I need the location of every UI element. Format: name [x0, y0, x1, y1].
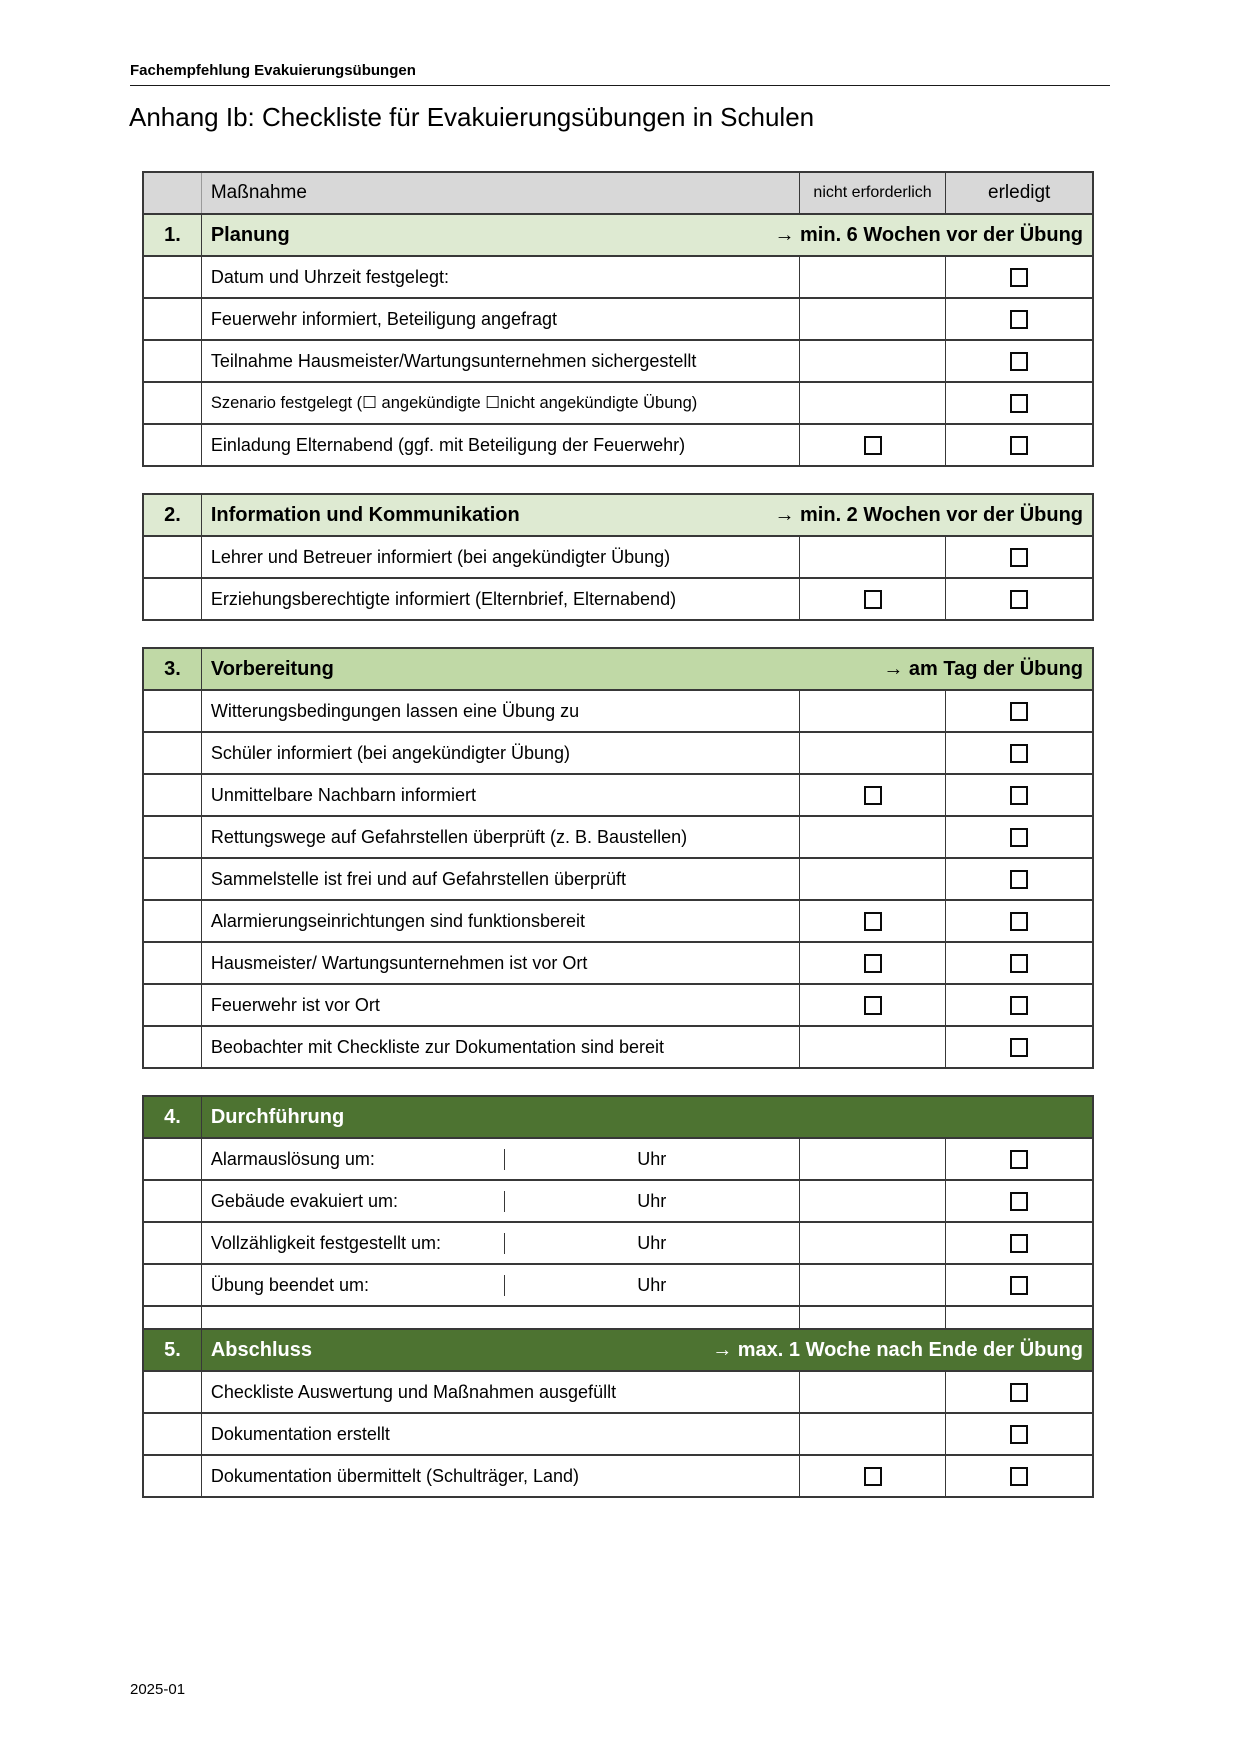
- checklist-table: [142, 1095, 1094, 1498]
- page-footer: 2025-01: [130, 1681, 186, 1698]
- measure-cell: [202, 299, 799, 339]
- measure-text: Übung beendet um:: [210, 1274, 369, 1295]
- done-cell: [945, 341, 1092, 381]
- checklist-row: [144, 297, 1092, 339]
- measure-text: Vollzähligkeit festgestellt um:: [210, 1232, 441, 1253]
- column-header-measure: Maßnahme: [210, 182, 307, 203]
- section-number: 2.: [144, 495, 202, 535]
- done-cell: [945, 425, 1092, 465]
- done-cell: [945, 985, 1092, 1025]
- measure-cell: [202, 1372, 799, 1412]
- row-number-cell: [144, 1265, 202, 1305]
- measure-cell: [202, 257, 799, 297]
- not-required-cell: [799, 537, 946, 577]
- empty-checkbox-icon: [1010, 744, 1028, 763]
- measure-text: Gebäude evakuiert um:: [210, 1190, 398, 1211]
- measure-cell: [202, 985, 799, 1025]
- empty-checkbox-icon: [1010, 786, 1028, 805]
- row-number-cell: [144, 985, 202, 1025]
- empty-checkbox-icon: [864, 590, 882, 609]
- not-required-cell: [799, 1181, 946, 1221]
- measure-text: Dokumentation erstellt: [210, 1423, 390, 1444]
- done-cell: [945, 537, 1092, 577]
- checklist-row: [144, 773, 1092, 815]
- checklist-row: [144, 857, 1092, 899]
- done-cell: [945, 257, 1092, 297]
- measure-text: Beobachter mit Checkliste zur Dokumentation sind bereit: [210, 1036, 665, 1057]
- done-cell: [945, 1372, 1092, 1412]
- checklist-row: [144, 1263, 1092, 1305]
- page-title: Anhang Ib: Checkliste für Evakuierungsübungen in Schulen: [129, 102, 815, 132]
- done-cell: [945, 775, 1092, 815]
- not-required-cell: [799, 1265, 946, 1305]
- row-number-cell: [144, 341, 202, 381]
- column-header-done: erledigt: [945, 173, 1092, 213]
- empty-checkbox-icon: [1010, 1467, 1028, 1486]
- measure-cell: [202, 817, 799, 857]
- row-number-cell: [144, 425, 202, 465]
- not-required-cell: [799, 425, 946, 465]
- column-header-row: [144, 173, 1092, 213]
- section-title: Abschluss: [210, 1338, 312, 1361]
- measure-text: Erziehungsberechtigte informiert (Elternbrief, Elternabend): [210, 588, 677, 609]
- row-number-cell: [144, 775, 202, 815]
- checklist-table: [142, 171, 1094, 467]
- measure-cell: [202, 1456, 799, 1496]
- empty-checkbox-icon: [1010, 1425, 1028, 1444]
- section-header-cell: [202, 495, 1092, 535]
- row-number-cell: [144, 1139, 202, 1179]
- not-required-cell: [799, 901, 946, 941]
- measure-text: Sammelstelle ist frei und auf Gefahrstellen überprüft: [210, 868, 627, 889]
- row-number-cell: [144, 173, 202, 213]
- done-cell: [945, 859, 1092, 899]
- measure-text: Lehrer und Betreuer informiert (bei angekündigter Übung): [210, 546, 671, 567]
- not-required-cell: [799, 1372, 946, 1412]
- done-cell: [945, 943, 1092, 983]
- measure-cell: [202, 1027, 799, 1067]
- section-header-row: [144, 495, 1092, 535]
- section-number: 1.: [144, 215, 202, 255]
- measure-text: Dokumentation übermittelt (Schulträger, Land): [210, 1465, 580, 1486]
- measure-cell: [202, 901, 799, 941]
- section-title: Information und Kommunikation: [210, 503, 520, 526]
- section-header-row: [144, 1097, 1092, 1137]
- row-number-cell: [144, 1223, 202, 1263]
- not-required-cell: [799, 1027, 946, 1067]
- measure-value-text: Uhr: [637, 1274, 667, 1295]
- checklist-row: [144, 339, 1092, 381]
- column-header-not-required: nicht erforderlich: [799, 173, 946, 213]
- checklist-row: [144, 1370, 1092, 1412]
- row-number-cell: [144, 691, 202, 731]
- done-cell: [945, 817, 1092, 857]
- section-title: Planung: [210, 223, 290, 246]
- empty-checkbox-icon: [864, 912, 882, 931]
- empty-checkbox-icon: [1010, 590, 1028, 609]
- checklist-row: [144, 1412, 1092, 1454]
- checklist-row: [144, 689, 1092, 731]
- measure-cell: [202, 733, 799, 773]
- not-required-cell: [799, 383, 946, 423]
- section-title: Durchführung: [210, 1105, 345, 1128]
- empty-checkbox-icon: [864, 1467, 882, 1486]
- measure-text: Datum und Uhrzeit festgelegt:: [210, 266, 449, 287]
- measure-text: Checkliste Auswertung und Maßnahmen ausgefüllt: [210, 1381, 617, 1402]
- checklist-tables: [142, 171, 1094, 1498]
- measure-text: Rettungswege auf Gefahrstellen überprüft (z. B. Baustellen): [210, 826, 688, 847]
- done-cell: [945, 733, 1092, 773]
- section-number: 3.: [144, 649, 202, 689]
- row-number-cell: [144, 1181, 202, 1221]
- measure-cell: [202, 425, 799, 465]
- measure-label-subcell: [202, 1275, 504, 1296]
- measure-text: Alarmierungseinrichtungen sind funktionsbereit: [210, 910, 586, 931]
- done-cell: [945, 1027, 1092, 1067]
- measure-cell: [202, 859, 799, 899]
- section-header-cell: [202, 649, 1092, 689]
- done-cell: [945, 1414, 1092, 1454]
- section-number: 5.: [144, 1330, 202, 1370]
- empty-checkbox-icon: [864, 436, 882, 455]
- not-required-cell: [799, 859, 946, 899]
- row-number-cell: [144, 537, 202, 577]
- empty-checkbox-icon: [1010, 996, 1028, 1015]
- checklist-row: [144, 1025, 1092, 1067]
- measure-cell: [202, 341, 799, 381]
- empty-checkbox-icon: [1010, 394, 1028, 413]
- empty-checkbox-icon: [864, 786, 882, 805]
- not-required-cell: [799, 257, 946, 297]
- row-number-cell: [144, 1307, 202, 1328]
- section-deadline: → max. 1 Woche nach Ende der Übung: [712, 1338, 1083, 1361]
- empty-checkbox-icon: [1010, 1150, 1028, 1169]
- row-number-cell: [144, 1456, 202, 1496]
- not-required-cell: [799, 1307, 946, 1328]
- row-number-cell: [144, 733, 202, 773]
- not-required-cell: [799, 1456, 946, 1496]
- measure-cell: [202, 1414, 799, 1454]
- done-cell: [945, 1181, 1092, 1221]
- checklist-row: [144, 941, 1092, 983]
- not-required-cell: [799, 775, 946, 815]
- measure-text: Schüler informiert (bei angekündigter Übung): [210, 742, 571, 763]
- row-number-cell: [144, 943, 202, 983]
- measure-text: Hausmeister/ Wartungsunternehmen ist vor Ort: [210, 952, 588, 973]
- not-required-cell: [799, 943, 946, 983]
- not-required-cell: [799, 1223, 946, 1263]
- empty-checkbox-icon: [1010, 1383, 1028, 1402]
- not-required-cell: [799, 579, 946, 619]
- checklist-row: [144, 1221, 1092, 1263]
- measure-text: Witterungsbedingungen lassen eine Übung zu: [210, 700, 580, 721]
- not-required-cell: [799, 817, 946, 857]
- measure-cell: [202, 691, 799, 731]
- checklist-row: [144, 1454, 1092, 1496]
- measure-label-subcell: [202, 1149, 504, 1170]
- measure-text: Alarmauslösung um:: [210, 1148, 375, 1169]
- done-cell: [945, 1223, 1092, 1263]
- section-number: 4.: [144, 1097, 202, 1137]
- checklist-row: [144, 1137, 1092, 1179]
- empty-checkbox-icon: [1010, 268, 1028, 287]
- section-header-row: [144, 213, 1092, 255]
- measure-label-subcell: [202, 1233, 504, 1254]
- section-header-row: [144, 1328, 1092, 1370]
- measure-cell: [202, 943, 799, 983]
- empty-checkbox-icon: [1010, 1276, 1028, 1295]
- not-required-cell: [799, 985, 946, 1025]
- checklist-row: [144, 381, 1092, 423]
- measure-value-text: Uhr: [637, 1190, 667, 1211]
- row-number-cell: [144, 257, 202, 297]
- done-cell: [945, 1307, 1092, 1328]
- done-cell: [945, 579, 1092, 619]
- not-required-cell: [799, 299, 946, 339]
- empty-checkbox-icon: [1010, 436, 1028, 455]
- done-cell: [945, 1139, 1092, 1179]
- not-required-cell: [799, 1139, 946, 1179]
- section-header-row: [144, 649, 1092, 689]
- checklist-table: [142, 647, 1094, 1069]
- row-number-cell: [144, 299, 202, 339]
- measure-text: Feuerwehr informiert, Beteiligung angefragt: [210, 308, 558, 329]
- checklist-row: [144, 1305, 1092, 1328]
- measure-cell: [202, 1139, 799, 1179]
- measure-cell: [202, 775, 799, 815]
- empty-checkbox-icon: [1010, 870, 1028, 889]
- row-number-cell: [144, 1372, 202, 1412]
- checklist-row: [144, 1179, 1092, 1221]
- checklist-row: [144, 815, 1092, 857]
- measure-value-subcell: [504, 1149, 799, 1170]
- checklist-row: [144, 255, 1092, 297]
- measure-cell: [202, 1265, 799, 1305]
- measure-cell: [202, 537, 799, 577]
- measure-text: Unmittelbare Nachbarn informiert: [210, 784, 476, 805]
- empty-checkbox-icon: [1010, 310, 1028, 329]
- row-number-cell: [144, 859, 202, 899]
- measure-cell: [202, 1223, 799, 1263]
- measure-text: Szenario festgelegt (☐ angekündigte ☐nicht angekündigte Übung): [210, 394, 698, 412]
- measure-cell: [202, 579, 799, 619]
- section-deadline: → min. 2 Wochen vor der Übung: [774, 503, 1083, 526]
- empty-checkbox-icon: [1010, 1192, 1028, 1211]
- measure-cell: [202, 1181, 799, 1221]
- section-header-cell: [202, 1330, 1092, 1370]
- measure-cell: [202, 383, 799, 423]
- done-cell: [945, 901, 1092, 941]
- measure-value-subcell: [504, 1275, 799, 1296]
- empty-checkbox-icon: [864, 996, 882, 1015]
- checklist-row: [144, 423, 1092, 465]
- measure-text: Feuerwehr ist vor Ort: [210, 994, 380, 1015]
- checklist-row: [144, 731, 1092, 773]
- empty-checkbox-icon: [1010, 1234, 1028, 1253]
- checklist-table: [142, 493, 1094, 621]
- section-deadline: → am Tag der Übung: [883, 657, 1083, 680]
- section-title: Vorbereitung: [210, 657, 334, 680]
- done-cell: [945, 691, 1092, 731]
- measure-value-subcell: [504, 1191, 799, 1212]
- measure-label-subcell: [202, 1191, 504, 1212]
- done-cell: [945, 1265, 1092, 1305]
- empty-checkbox-icon: [1010, 1038, 1028, 1057]
- row-number-cell: [144, 1414, 202, 1454]
- empty-checkbox-icon: [1010, 954, 1028, 973]
- section-header-cell: [202, 1097, 1092, 1137]
- done-cell: [945, 383, 1092, 423]
- not-required-cell: [799, 1414, 946, 1454]
- measure-value-text: Uhr: [637, 1148, 667, 1169]
- not-required-cell: [799, 733, 946, 773]
- section-deadline: → min. 6 Wochen vor der Übung: [774, 223, 1083, 246]
- running-header: Fachempfehlung Evakuierungsübungen: [130, 62, 1110, 86]
- measure-value-subcell: [504, 1233, 799, 1254]
- checklist-row: [144, 535, 1092, 577]
- checklist-row: [144, 983, 1092, 1025]
- checklist-row: [144, 577, 1092, 619]
- row-number-cell: [144, 579, 202, 619]
- empty-checkbox-icon: [1010, 912, 1028, 931]
- measure-label-subcell: [202, 267, 504, 288]
- measure-text: Einladung Elternabend (ggf. mit Beteiligung der Feuerwehr): [210, 434, 686, 455]
- row-number-cell: [144, 817, 202, 857]
- done-cell: [945, 299, 1092, 339]
- empty-checkbox-icon: [1010, 548, 1028, 567]
- done-cell: [945, 1456, 1092, 1496]
- empty-checkbox-icon: [1010, 702, 1028, 721]
- measure-cell: [202, 1307, 799, 1328]
- not-required-cell: [799, 691, 946, 731]
- row-number-cell: [144, 901, 202, 941]
- empty-checkbox-icon: [864, 954, 882, 973]
- empty-checkbox-icon: [1010, 828, 1028, 847]
- measure-text: Teilnahme Hausmeister/Wartungsunternehmen sichergestellt: [210, 350, 697, 371]
- section-header-cell: [202, 215, 1092, 255]
- measure-value-text: Uhr: [637, 1232, 667, 1253]
- row-number-cell: [144, 1027, 202, 1067]
- not-required-cell: [799, 341, 946, 381]
- row-number-cell: [144, 383, 202, 423]
- empty-checkbox-icon: [1010, 352, 1028, 371]
- checklist-row: [144, 899, 1092, 941]
